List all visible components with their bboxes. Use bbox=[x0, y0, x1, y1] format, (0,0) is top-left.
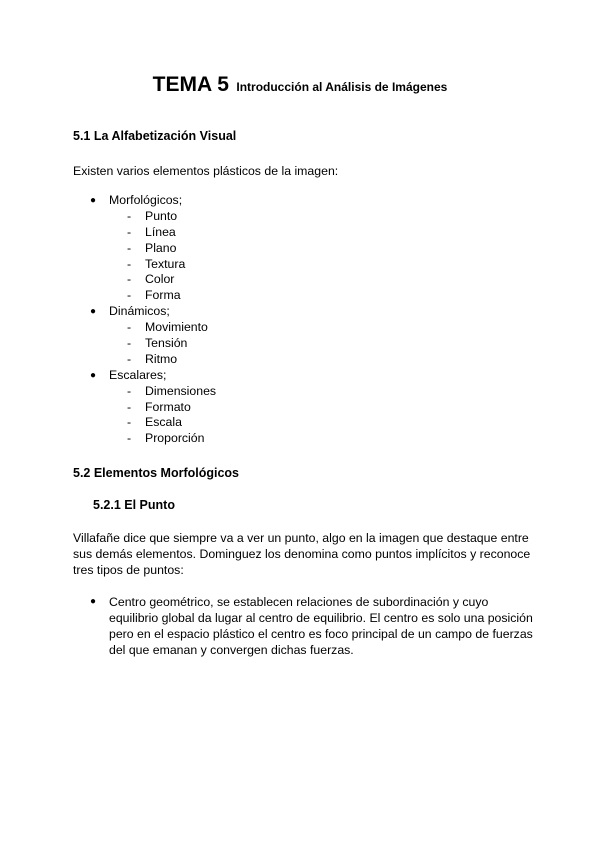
list-item-line: del que emanan y convergen dichas fuerzas. bbox=[109, 643, 354, 657]
sub-list-item bbox=[0, 431, 600, 447]
sub-item-label: Proporción bbox=[145, 431, 205, 446]
dash-icon: - bbox=[127, 336, 132, 351]
sub-list-item bbox=[0, 288, 600, 304]
dash-icon: - bbox=[127, 208, 132, 223]
dash-icon: - bbox=[127, 224, 132, 239]
bullet-icon: ● bbox=[90, 596, 97, 607]
bullet-icon: ● bbox=[90, 369, 97, 381]
dash-icon: - bbox=[127, 351, 132, 366]
paragraph-line: Villafañe dice que siempre va a ver un punto, algo en la imagen que destaque entre bbox=[73, 531, 529, 545]
sub-item-label: Movimiento bbox=[145, 320, 208, 335]
sub-item-label: Forma bbox=[145, 288, 181, 303]
section-5-2-heading: 5.2 Elementos Morfológicos bbox=[73, 466, 240, 480]
list-item-line: equilibrio global da lugar al centro de equilibrio. El centro es solo una posición bbox=[109, 611, 533, 625]
sub-list-item bbox=[0, 336, 600, 352]
sub-list-item bbox=[0, 415, 600, 431]
section-5-2-1-heading: 5.2.1 El Punto bbox=[93, 498, 175, 512]
sub-list-item bbox=[0, 272, 600, 288]
sub-list-item bbox=[0, 352, 600, 368]
sub-item-label: Línea bbox=[145, 224, 176, 239]
dash-icon: - bbox=[127, 240, 132, 255]
document-title bbox=[0, 73, 600, 97]
group-label: Escalares; bbox=[109, 367, 167, 382]
sub-item-label: Formato bbox=[145, 399, 191, 414]
sub-item-label: Color bbox=[145, 272, 175, 287]
sub-list-item bbox=[0, 400, 600, 416]
section-5-1-intro: Existen varios elementos plásticos de la imagen: bbox=[73, 164, 339, 178]
bullet-icon: ● bbox=[90, 195, 97, 206]
list-item-line: Centro geométrico, se establecen relaciones de subordinación y cuyo bbox=[109, 595, 489, 609]
sub-list-item bbox=[0, 320, 600, 336]
title-main: TEMA 5 bbox=[152, 73, 229, 96]
sub-list-item bbox=[0, 209, 600, 225]
sub-item-label: Tensión bbox=[145, 336, 188, 351]
list-item bbox=[109, 594, 533, 658]
sub-item-label: Textura bbox=[145, 256, 186, 271]
dash-icon: - bbox=[127, 256, 132, 271]
dash-icon: - bbox=[127, 383, 132, 398]
dash-icon: - bbox=[127, 320, 132, 335]
group-label: Dinámicos; bbox=[109, 304, 170, 319]
list-item-line: pero en el espacio plástico el centro es foco principal de un campo de fuerzas bbox=[109, 627, 533, 641]
list-item bbox=[0, 368, 600, 384]
dash-icon: - bbox=[127, 288, 132, 303]
title-subtitle: Introducción al Análisis de Imágenes bbox=[236, 80, 448, 94]
dash-icon: - bbox=[127, 399, 132, 414]
sub-list-item bbox=[0, 257, 600, 273]
bullet-icon: ● bbox=[90, 306, 97, 318]
sub-list-item bbox=[0, 384, 600, 400]
dash-icon: - bbox=[127, 431, 132, 446]
sub-item-label: Ritmo bbox=[145, 351, 178, 366]
sub-item-label: Dimensiones bbox=[145, 383, 217, 398]
plastic-elements-list bbox=[0, 193, 600, 447]
paragraph-line: sus demás elementos. Dominguez los denomina como puntos implícitos y reconoce bbox=[73, 547, 531, 561]
list-item bbox=[0, 193, 600, 209]
sub-item-label: Escala bbox=[145, 415, 182, 430]
section-5-1-heading: 5.1 La Alfabetización Visual bbox=[73, 129, 237, 143]
sub-list-item bbox=[0, 225, 600, 241]
dash-icon: - bbox=[127, 272, 132, 287]
dash-icon: - bbox=[127, 415, 132, 430]
group-label: Morfológicos; bbox=[109, 193, 183, 207]
sub-item-label: Punto bbox=[145, 208, 178, 223]
list-item bbox=[0, 304, 600, 320]
punto-paragraph bbox=[73, 530, 530, 578]
sub-list-item bbox=[0, 241, 600, 257]
paragraph-line: tres tipos de puntos: bbox=[73, 563, 184, 577]
sub-item-label: Plano bbox=[145, 240, 177, 255]
